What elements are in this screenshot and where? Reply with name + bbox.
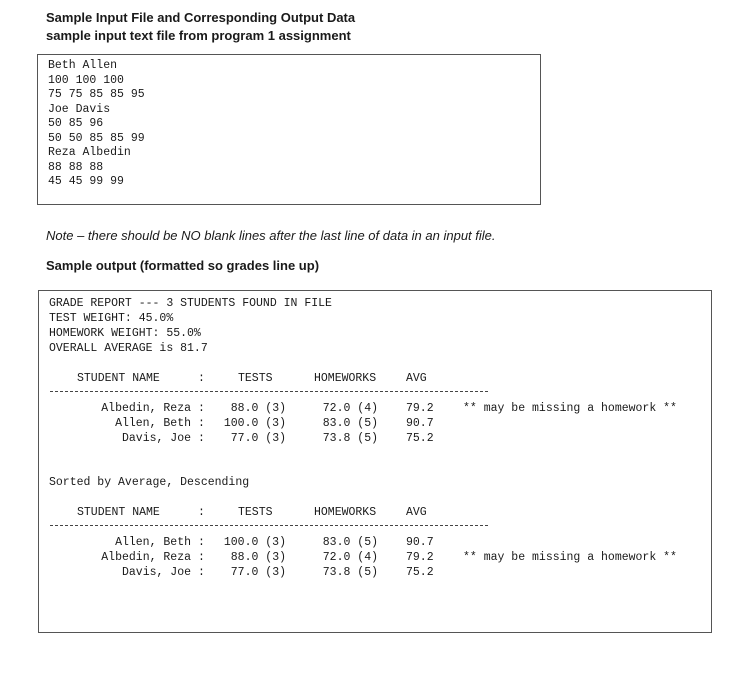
row-average: 90.7: [406, 417, 434, 430]
input-file-box: [37, 54, 541, 205]
row-student-name: Allen, Beth: [115, 417, 191, 430]
row-homeworks: 73.8 (5): [322, 432, 378, 445]
input-subtitle: sample input text file from program 1 assignment: [46, 28, 351, 43]
row-separator: :: [198, 402, 205, 415]
row-homeworks: 72.0 (4): [322, 551, 378, 564]
input-file-lines: [48, 59, 145, 190]
row-homeworks: 83.0 (5): [322, 536, 378, 549]
col-header-name: STUDENT NAME: [77, 506, 160, 519]
row-missing-homework-flag: ** may be missing a homework **: [463, 402, 677, 415]
input-file-line: Reza Albedin: [48, 146, 131, 159]
input-file-line: Beth Allen: [48, 59, 118, 72]
col-header-tests: TESTS: [238, 506, 273, 519]
col-header-homeworks: HOMEWORKS: [314, 372, 377, 385]
row-homeworks: 72.0 (4): [322, 402, 378, 415]
row-student-name: Albedin, Reza: [101, 551, 191, 564]
col-header-sep: :: [198, 506, 205, 519]
input-file-line: 100 100 100: [48, 73, 124, 87]
row-average: 75.2: [406, 432, 434, 445]
row-separator: :: [198, 432, 205, 445]
row-separator: :: [198, 536, 205, 549]
homework-weight-line: HOMEWORK WEIGHT: 55.0%: [49, 327, 201, 340]
col-header-name: STUDENT NAME: [77, 372, 160, 385]
col-header-avg: AVG: [406, 506, 427, 519]
row-separator: :: [198, 551, 205, 564]
row-tests: 100.0 (3): [223, 417, 286, 430]
row-tests: 77.0 (3): [230, 432, 286, 445]
blank-lines-note: Note – there should be NO blank lines after the last line of data in an input file.: [46, 228, 496, 243]
row-average: 79.2: [406, 551, 434, 564]
overall-average-line: OVERALL AVERAGE is 81.7: [49, 342, 208, 355]
row-average: 90.7: [406, 536, 434, 549]
row-average: 79.2: [406, 402, 434, 415]
row-missing-homework-flag: ** may be missing a homework **: [463, 551, 677, 564]
row-tests: 77.0 (3): [230, 566, 286, 579]
document-title: Sample Input File and Corresponding Output Data: [46, 10, 356, 25]
col-header-avg: AVG: [406, 372, 427, 385]
input-file-line: 50 50 85 85 99: [48, 131, 145, 145]
row-separator: :: [198, 417, 205, 430]
col-header-tests: TESTS: [238, 372, 273, 385]
row-student-name: Davis, Joe: [121, 432, 191, 445]
table2-divider: [50, 525, 488, 526]
row-average: 75.2: [406, 566, 434, 579]
table1-divider: [50, 391, 488, 392]
row-separator: :: [198, 566, 205, 579]
row-homeworks: 73.8 (5): [322, 566, 378, 579]
input-file-line: 45 45 99 99: [48, 175, 124, 188]
row-student-name: Albedin, Reza: [101, 402, 191, 415]
row-tests: 88.0 (3): [230, 402, 286, 415]
row-homeworks: 83.0 (5): [322, 417, 378, 430]
row-tests: 88.0 (3): [230, 551, 286, 564]
row-tests: 100.0 (3): [223, 536, 286, 549]
sorted-label: Sorted by Average, Descending: [49, 476, 250, 489]
col-header-homeworks: HOMEWORKS: [314, 506, 377, 519]
report-title-line: GRADE REPORT --- 3 STUDENTS FOUND IN FILE: [49, 297, 332, 310]
output-heading: Sample output (formatted so grades line up): [46, 258, 320, 273]
test-weight-line: TEST WEIGHT: 45.0%: [49, 312, 174, 325]
sample-output-box: [38, 290, 712, 633]
input-file-line: 75 75 85 85 95: [48, 88, 145, 101]
row-student-name: Davis, Joe: [121, 566, 191, 579]
input-file-line: 88 88 88: [48, 160, 104, 174]
input-file-line: Joe Davis: [48, 102, 111, 116]
col-header-sep: :: [198, 372, 205, 385]
row-student-name: Allen, Beth: [115, 536, 191, 549]
input-file-line: 50 85 96: [48, 117, 104, 130]
